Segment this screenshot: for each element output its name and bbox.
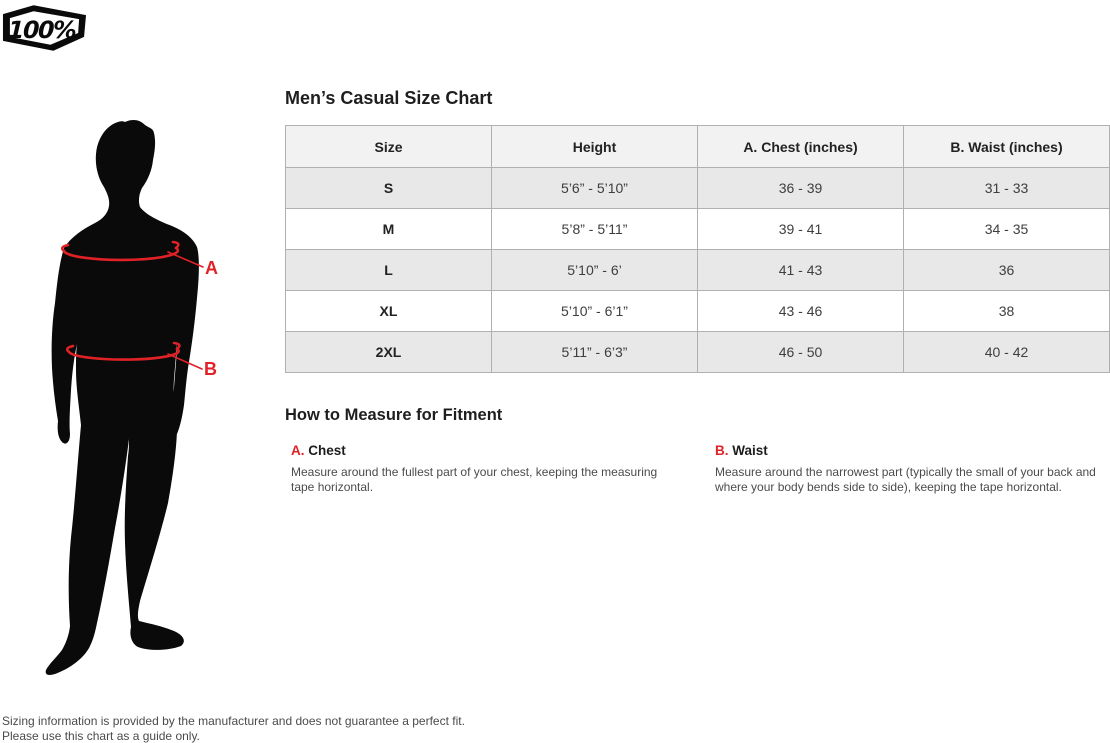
column-header-waist: B. Waist (inches) xyxy=(904,126,1110,168)
waist-cell: 31 - 33 xyxy=(904,168,1110,209)
measure-desc-chest: Measure around the fullest part of your chest, keeping the measuring tape horizontal. xyxy=(291,465,671,495)
table-row xyxy=(286,250,1110,291)
chest-cell: 41 - 43 xyxy=(698,250,904,291)
column-header-chest: A. Chest (inches) xyxy=(698,126,904,168)
table-row xyxy=(286,168,1110,209)
body-measurement-diagram xyxy=(42,118,222,690)
table-row xyxy=(286,291,1110,332)
measure-section-heading: How to Measure for Fitment xyxy=(285,405,1110,425)
chest-label-a: A xyxy=(205,258,218,278)
size-chart-table xyxy=(285,125,1110,373)
height-cell: 5’10” - 6’1” xyxy=(492,291,698,332)
measure-item-chest-title xyxy=(291,443,715,458)
disclaimer-line-1: Sizing information is provided by the manufacturer and does not guarantee a perfect fit. xyxy=(2,714,465,729)
measure-name-waist: Waist xyxy=(732,443,768,458)
chest-cell: 36 - 39 xyxy=(698,168,904,209)
waist-cell: 40 - 42 xyxy=(904,332,1110,373)
disclaimer-line-2: Please use this chart as a guide only. xyxy=(2,729,465,743)
table-row xyxy=(286,209,1110,250)
logo-text: 100% xyxy=(7,16,76,44)
height-cell: 5’10” - 6’ xyxy=(492,250,698,291)
measure-desc-waist: Measure around the narrowest part (typically the small of your back and where your body bends side to side), keeping the tape horizontal. xyxy=(715,465,1110,495)
height-cell: 5’8” - 5’11” xyxy=(492,209,698,250)
column-header-size: Size xyxy=(286,126,492,168)
waist-cell: 38 xyxy=(904,291,1110,332)
height-cell: 5’6” - 5’10” xyxy=(492,168,698,209)
sizing-disclaimer xyxy=(2,714,465,743)
measure-instructions xyxy=(285,443,1110,495)
size-chart-section xyxy=(285,88,1110,495)
chest-cell: 46 - 50 xyxy=(698,332,904,373)
page-title: Men’s Casual Size Chart xyxy=(285,88,1110,109)
measure-item-waist-title xyxy=(715,443,1110,458)
size-cell: XL xyxy=(286,291,492,332)
table-header-row xyxy=(286,126,1110,168)
chest-cell: 39 - 41 xyxy=(698,209,904,250)
waist-cell: 34 - 35 xyxy=(904,209,1110,250)
size-cell: M xyxy=(286,209,492,250)
measure-letter-b: B. xyxy=(715,443,729,458)
height-cell: 5’11” - 6’3” xyxy=(492,332,698,373)
measure-name-chest: Chest xyxy=(308,443,346,458)
table-row xyxy=(286,332,1110,373)
size-cell: S xyxy=(286,168,492,209)
waist-label-b: B xyxy=(204,359,217,379)
column-header-height: Height xyxy=(492,126,698,168)
male-silhouette xyxy=(46,120,199,675)
measure-item-chest xyxy=(291,443,715,495)
size-cell: L xyxy=(286,250,492,291)
measure-letter-a: A. xyxy=(291,443,305,458)
waist-cell: 36 xyxy=(904,250,1110,291)
chest-cell: 43 - 46 xyxy=(698,291,904,332)
measure-item-waist xyxy=(715,443,1110,495)
brand-logo xyxy=(1,4,88,52)
size-cell: 2XL xyxy=(286,332,492,373)
